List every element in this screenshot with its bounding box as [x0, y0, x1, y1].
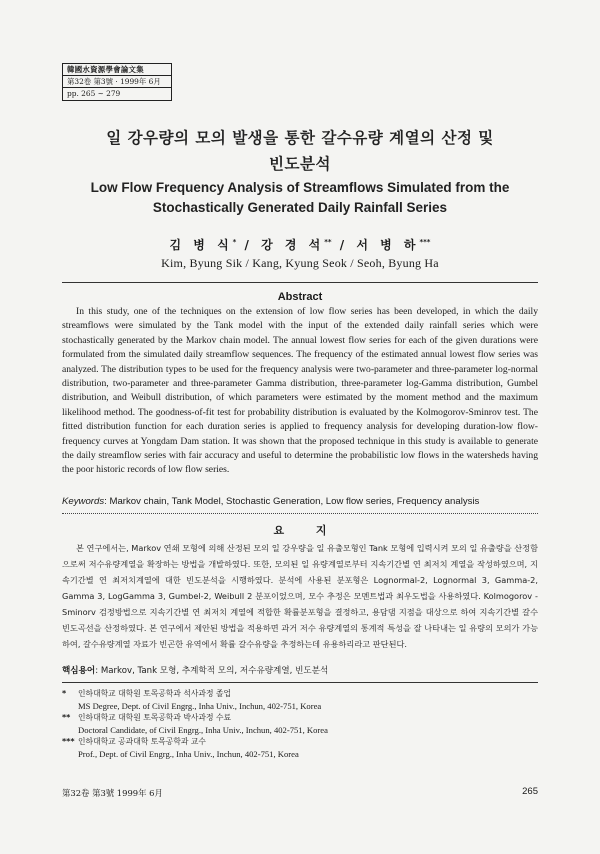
author-3-mark: *** [419, 238, 431, 246]
footnote-rule [62, 682, 538, 683]
keywords-label: Keywords [62, 496, 105, 507]
keywords-english [62, 496, 538, 507]
footnote-3-mark: *** [62, 737, 75, 746]
keywords-korean [62, 664, 538, 676]
keywords-list: : Markov chain, Tank Model, Stochastic Generation, Low flow series, Frequency analysis [104, 496, 480, 507]
title-korean-line-2: 빈도분석 [269, 155, 331, 173]
author-separator: / [339, 238, 349, 252]
author-separator: / [244, 238, 253, 252]
footnote-3-korean: 인하대학교 공과대학 토목공학과 교수 [78, 737, 206, 746]
author-3-name: 서 병 하 [356, 238, 420, 252]
footnote-2-korean: 인하대학교 대학원 토목공학과 박사과정 수료 [78, 713, 232, 722]
top-rule [62, 282, 538, 283]
title-english-line-2: Stochastically Generated Daily Rainfall Series [152, 200, 448, 215]
footnote-2-mark: ** [62, 713, 71, 722]
journal-name: 韓國水資源學會論文集 [63, 64, 171, 76]
footnote-1-korean: 인하대학교 대학원 토목공학과 석사과정 졸업 [78, 689, 232, 698]
page-number: 265 [522, 786, 538, 797]
journal-pages: pp. 265 ~ 279 [67, 89, 121, 98]
title-korean-line-1: 일 강우량의 모의 발생을 통한 갈수유량 계열의 산정 및 [106, 129, 494, 147]
footnotes [62, 688, 538, 760]
footnote-3 [62, 736, 538, 760]
keywords-ko-label: 핵심용어 [62, 666, 96, 676]
title-english-line-1: Low Flow Frequency Analysis of Streamflows Simulated from the [90, 180, 510, 195]
footer-issue: 第32卷 第3號 1999年 6月 [62, 788, 163, 798]
footnote-3-english: Prof., Dept. of Civil Engrg., Inha Univ., Inchun, 402-751, Korea [78, 749, 299, 759]
authors-korean [0, 236, 600, 253]
author-1-name: 김 병 식 [169, 238, 233, 252]
keywords-ko-list: : Markov, Tank 모형, 추계학적 모의, 저수유량계열, 빈도분석 [95, 666, 329, 676]
dotted-rule [62, 513, 538, 514]
footnote-1 [62, 688, 538, 712]
abstract-heading: Abstract [277, 291, 323, 303]
journal-issue: 第32卷 第3號 · 1999年 6月 [63, 76, 171, 88]
abstract-text: In this study, one of the techniques on the extension of low flow series has been developed, in which the daily streamflows were simulated by the Tank model with the input of the extended daily rainfall series which were stochastically generated by the Markov chain model. The annual lowest flow series for each of the given durations were formulated from the simulated daily streamflow sequences. The frequency of the estimated annual lowest flow series was analyzed. The distribution types to be used for the frequency analysis were two-parameter and three-parameter log-normal distribution, two-parameter and three-parameter Gamma distribution, three-parameter log-Gamma distribution, Gumbel distribution, and Weibull distribution, of which parameters were estimated by the moment method and the maximum likelihood method. The goodness-of-fit test for probability distribution is evaluated by the Kolmogorov-Sminrov test. The fitted distribution function for each duration series is applied to frequency analysis for developing duration-low flow-frequency curves at Yongdam Dam station. It was shown that the proposed technique in this study is available to generate the daily streamflow series with fair accuracy and useful to determine the probabilistic low flows in the watersheds having the poor historic records of low flow series. [62, 306, 538, 476]
footnote-1-mark: * [62, 689, 67, 698]
author-2-mark: ** [324, 238, 332, 246]
summary-text: 본 연구에서는, Markov 연쇄 모형에 의해 산정된 모의 일 강우량을 일 유출모형인 Tank 모형에 입력시켜 모의 일 유출량을 산정함으로써 저수유량계열을 확장하는 방법을 개발하였다. 또한, 모의된 일 유량계열로부터 지속기간별 연 최저치 계열을 작성하였으며, 지속기간별 연 최저치계열에 대한 빈도분석을 시행하였다. 분석에 사용된 분포형은 Lognormal-2, Lognormal 3, Gamma-2, Gamma 3, LogGamma 3, Gumbel-2, Weibull 2 분포이었으며, 모수 추정은 모멘트법과 최우도법을 사용하였다. Kolmogorov - Sminorv 검정방법으로 지속기간별 연 최저치 계열에 적합한 확률분포형을 결정하고, 용담댐 지점을 대상으로 하여 지속기간별 갈수 빈도곡선을 산정하였다. 본 연구에서 제안된 방법을 적용하면 과거 저수 유량계열의 통계적 특성을 잘 나타내는 일 유량의 모의가 가능 하여, 갈수유량계열 자료가 빈곤한 유역에서 확률 갈수유량을 추정하는데 유용하리라고 판단된다. [62, 543, 538, 649]
author-2-name: 강 경 석 [261, 238, 325, 252]
footnote-2-english: Doctoral Candidate, of Civil Engrg., Inha Univ., Inchun, 402-751, Korea [78, 725, 328, 735]
summary-heading: 요 지 [273, 524, 341, 537]
footnote-2 [62, 712, 538, 736]
authors-english: Kim, Byung Sik / Kang, Kyung Seok / Seoh, Byung Ha [161, 256, 439, 270]
journal-info-box [62, 63, 172, 101]
footnote-1-english: MS Degree, Dept. of Civil Engrg., Inha Univ., Inchun, 402-751, Korea [78, 701, 322, 711]
author-1-mark: * [232, 238, 237, 246]
